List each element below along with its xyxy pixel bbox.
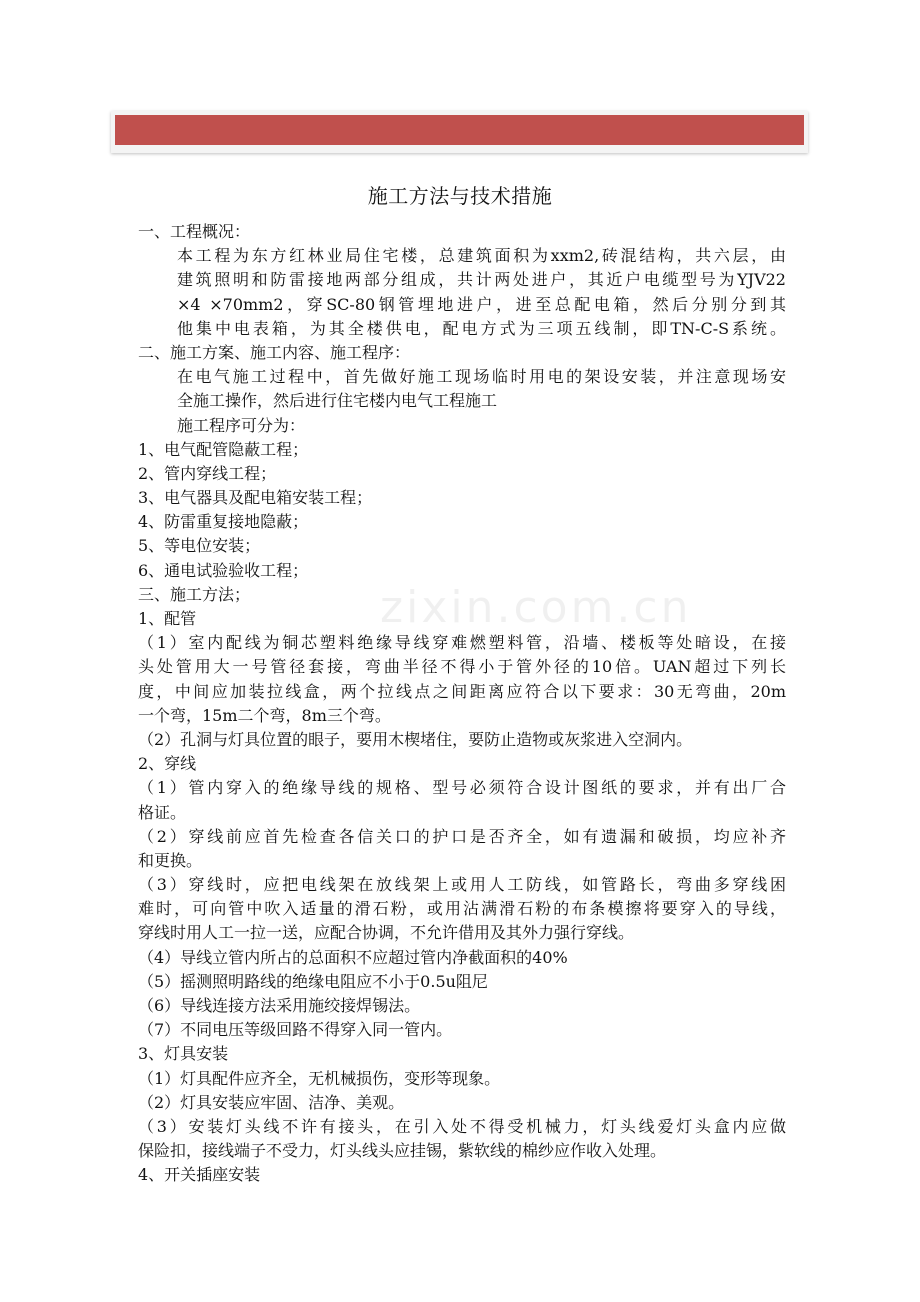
text-line: （3）穿线时，应把电线架在放线架上或用人工防线，如管路长，弯曲多穿线困 (138, 875, 786, 895)
text-line: （1）管内穿入的绝缘导线的规格、型号必须符合设计图纸的要求，并有出厂合 (138, 778, 786, 798)
text-line: （5）摇测照明路线的绝缘电阻应不小于0.5u阻尼 (138, 971, 488, 991)
text-line: 穿线时用人工一拉一送，应配合协调，不允许借用及其外力强行穿线。 (138, 923, 635, 943)
text-line: 1、配管 (138, 609, 197, 628)
text-line: 6、通电试验验收工程； (138, 560, 309, 580)
text-line: 2、管内穿线工程； (138, 463, 277, 483)
text-line: （4）导线立管内所占的总面积不应超过管内净截面积的40% (138, 947, 568, 967)
text-line: （2）孔洞与灯具位置的眼子，要用木楔堵住，要防止造物或灰浆进入空洞内。 (138, 729, 693, 749)
text-line: 3、灯具安装 (138, 1044, 229, 1064)
text-line: （1）灯具配件应齐全，无机械损伤，变形等现象。 (138, 1068, 501, 1088)
watermark-text: zixin.com.cn (380, 582, 692, 633)
text-line: （1）室内配线为铜芯塑料绝缘导线穿难燃塑料管，沿墙、楼板等处暗设，在接 (138, 633, 786, 653)
text-line: 头处管用大一号管径套接，弯曲半径不得小于管外径的10倍。UAN超过下列长 (138, 657, 786, 677)
text-line: 4、防雷重复接地隐蔽； (138, 512, 309, 532)
text-line: ×4 ×70mm2，穿SC-80钢管埋地进户，进至总配电箱，然后分别分到其 (177, 294, 786, 314)
text-line: 建筑照明和防雷接地两部分组成，共计两处进户，其近户电缆型号为YJV22 (177, 270, 786, 290)
text-line: 格证。 (138, 802, 187, 822)
text-line: 5、等电位安装； (138, 536, 261, 556)
header-band (115, 115, 804, 145)
text-line: （3）安装灯头线不许有接头，在引入处不得受机械力，灯头线爱灯头盒内应做 (138, 1116, 786, 1136)
text-line: 二、施工方案、施工内容、施工程序： (138, 342, 411, 362)
text-line: （2）灯具安装应牢固、洁净、美观。 (138, 1092, 405, 1112)
text-line: 度，中间应加装拉线盒，两个拉线点之间距离应符合以下要求：30无弯曲，20m (138, 681, 786, 701)
text-line: 2、穿线 (138, 754, 197, 774)
text-line: 施工程序可分为： (177, 415, 306, 435)
text-line: 3、电气器具及配电箱安装工程； (138, 488, 373, 508)
text-line: 一个弯，15m二个弯，8m三个弯。 (138, 705, 391, 725)
text-line: （2）穿线前应首先检查各信关口的护口是否齐全，如有遗漏和破损，均应补齐 (138, 826, 786, 846)
text-line: 和更换。 (138, 850, 203, 870)
header-band-frame (111, 111, 808, 153)
text-line: 一、工程概况： (138, 222, 251, 241)
text-line: 他集中电表箱，为其全楼供电，配电方式为三项五线制，即TN-C-S系统。 (177, 318, 786, 338)
document-title: 施工方法与技术措施 (367, 184, 553, 208)
text-line: （7）不同电压等级回路不得穿入同一管内。 (138, 1020, 453, 1040)
text-line: 三、施工方法； (138, 584, 251, 604)
text-line: 保险扣，接线端子不受力，灯头线头应挂锡，紫软线的棉纱应作收入处理。 (138, 1141, 667, 1161)
text-line: 在电气施工过程中，首先做好施工现场临时用电的架设安装，并注意现场安 (177, 367, 786, 387)
document-body (138, 220, 786, 1188)
text-line: 1、电气配管隐蔽工程； (138, 439, 309, 459)
text-line: （6）导线连接方法采用施绞接焊锡法。 (138, 996, 421, 1015)
text-line: 全施工操作，然后进行住宅楼内电气工程施工 (177, 391, 498, 411)
text-line: 难时，可向管中吹入适量的滑石粉，或用沾满滑石粉的布条模擦将要穿入的导线， (138, 899, 786, 919)
text-line: 4、开关插座安装 (138, 1165, 261, 1185)
text-line: 本工程为东方红林业局住宅楼，总建筑面积为xxm2,砖混结构，共六层，由 (177, 246, 786, 266)
